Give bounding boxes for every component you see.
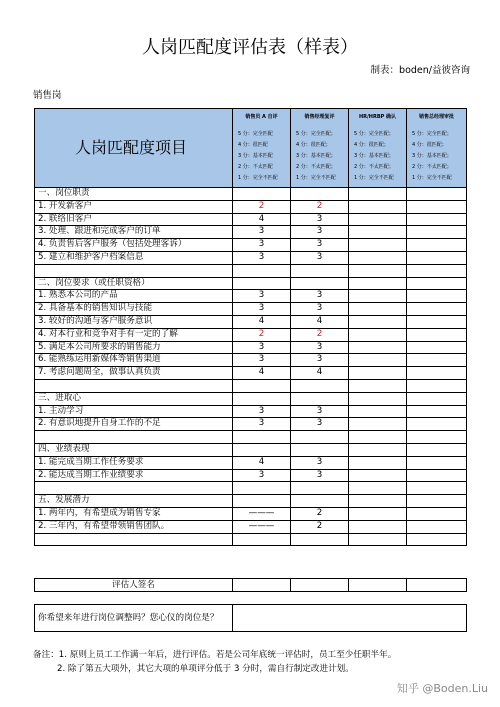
- self-score[interactable]: [233, 443, 291, 456]
- signature-cell[interactable]: [349, 579, 407, 592]
- signature-table: [34, 578, 467, 592]
- row-label: 四、业绩表现: [35, 443, 233, 456]
- row-label: 1. 开发新客户: [35, 200, 233, 213]
- row-label: 2. 有意识地提升自身工作的不足: [35, 418, 233, 431]
- row-label: [35, 264, 233, 277]
- notes: [33, 648, 396, 676]
- row-label: 2. 能达成当期工作业绩要求: [35, 469, 233, 482]
- table-row: [35, 469, 467, 482]
- manager-score[interactable]: 3: [291, 469, 349, 482]
- gm-score[interactable]: [407, 533, 467, 546]
- hr-score[interactable]: [349, 482, 407, 495]
- gm-score[interactable]: [407, 328, 467, 341]
- gm-score[interactable]: [407, 392, 467, 405]
- self-score[interactable]: 3: [233, 418, 291, 431]
- self-score[interactable]: 4: [233, 315, 291, 328]
- self-score[interactable]: 3: [233, 251, 291, 264]
- manager-score[interactable]: 3: [291, 456, 349, 469]
- gm-score[interactable]: [407, 188, 467, 201]
- hr-score[interactable]: [349, 315, 407, 328]
- hr-score[interactable]: [349, 418, 407, 431]
- hr-score[interactable]: [349, 520, 407, 533]
- table-row: [35, 520, 467, 533]
- self-score[interactable]: 2: [233, 200, 291, 213]
- self-score[interactable]: 4: [233, 456, 291, 469]
- blank-row: [35, 533, 467, 546]
- hr-score[interactable]: [349, 213, 407, 226]
- manager-score[interactable]: [291, 482, 349, 495]
- manager-score[interactable]: 3: [291, 290, 349, 303]
- signature-cell[interactable]: [407, 579, 467, 592]
- row-label: 五、发展潜力: [35, 495, 233, 508]
- table-header-row: [35, 109, 467, 188]
- row-label: 3. 处理、跟进和完成客户的订单: [35, 226, 233, 239]
- hr-score[interactable]: [349, 443, 407, 456]
- row-label: 2. 具备基本的销售知识与技能: [35, 303, 233, 316]
- manager-score[interactable]: [291, 533, 349, 546]
- hr-score[interactable]: [349, 277, 407, 290]
- row-label: 一、岗位职责: [35, 188, 233, 201]
- signature-row: [35, 579, 467, 592]
- hr-score[interactable]: [349, 328, 407, 341]
- gm-score[interactable]: [407, 431, 467, 444]
- column-manager-review: 销售经理复评 5 分：完全匹配； 4 分：很匹配； 3 分：基本匹配； 2 分：不太匹配； 1 分：完全不匹配: [291, 109, 349, 188]
- hr-score[interactable]: [349, 379, 407, 392]
- gm-score[interactable]: [407, 277, 467, 290]
- self-score[interactable]: [233, 482, 291, 495]
- table-row: [35, 367, 467, 380]
- row-label: 4. 对本行业和竞争对手有一定的了解: [35, 328, 233, 341]
- manager-score[interactable]: 2: [291, 507, 349, 520]
- hr-score[interactable]: [349, 392, 407, 405]
- row-label: 2. 联络旧客户: [35, 213, 233, 226]
- watermark: 知乎 @Boden.Liu: [396, 682, 488, 695]
- column-hr-confirm: HR/HRBP 确认 5 分：完全匹配； 4 分：很匹配； 3 分：基本匹配； 2 分：不太匹配； 1 分：完全不匹配: [349, 109, 407, 188]
- table-row: [35, 456, 467, 469]
- self-score[interactable]: 3: [233, 354, 291, 367]
- hr-score[interactable]: [349, 431, 407, 444]
- hr-score[interactable]: [349, 456, 407, 469]
- manager-score[interactable]: [291, 264, 349, 277]
- answer-cell[interactable]: [233, 605, 467, 632]
- gm-score[interactable]: [407, 239, 467, 252]
- table-row: [35, 507, 467, 520]
- row-label: 二、岗位要求（或任职资格）: [35, 277, 233, 290]
- question-text: 你希望来年进行岗位调整吗？您心仪的岗位是？: [35, 605, 233, 632]
- table-row: [35, 200, 467, 213]
- blank-row: [35, 379, 467, 392]
- note-line-1: 备注：1. 原则上员工工作满一年后，进行评估。若是公司年底统一评估时，员工至少任职半年。: [33, 650, 397, 660]
- self-score[interactable]: [233, 431, 291, 444]
- hr-score[interactable]: [349, 264, 407, 277]
- hr-score[interactable]: [349, 354, 407, 367]
- self-score[interactable]: [233, 495, 291, 508]
- row-label: 5. 建立和维护客户档案信息: [35, 251, 233, 264]
- manager-score[interactable]: 3: [291, 303, 349, 316]
- hr-score[interactable]: [349, 226, 407, 239]
- column-gm-approval: 销售总经理审批 5 分：完全匹配； 4 分：很匹配； 3 分：基本匹配； 2 分：不太匹配； 1 分：完全不匹配: [407, 109, 467, 188]
- blank-row: [35, 431, 467, 444]
- hr-score[interactable]: [349, 533, 407, 546]
- manager-score[interactable]: 2: [291, 328, 349, 341]
- section-row: [35, 495, 467, 508]
- row-label: 5. 满足本公司所要求的销售能力: [35, 341, 233, 354]
- self-score[interactable]: ———: [233, 520, 291, 533]
- signature-label: 评估人签名: [35, 579, 233, 592]
- self-score[interactable]: ———: [233, 507, 291, 520]
- hr-score[interactable]: [349, 341, 407, 354]
- manager-score[interactable]: 3: [291, 354, 349, 367]
- manager-score[interactable]: 3: [291, 251, 349, 264]
- self-score[interactable]: 4: [233, 213, 291, 226]
- gm-score[interactable]: [407, 367, 467, 380]
- manager-score[interactable]: [291, 495, 349, 508]
- column-self-eval: 销售员 A 自评 5 分：完全匹配 4 分：很匹配 3 分：基本匹配 2 分：不太匹配 1 分：完全不匹配: [233, 109, 291, 188]
- row-label: 1. 熟悉本公司的产品: [35, 290, 233, 303]
- self-score[interactable]: [233, 264, 291, 277]
- gm-score[interactable]: [407, 482, 467, 495]
- manager-score[interactable]: [291, 188, 349, 201]
- self-score[interactable]: 4: [233, 367, 291, 380]
- row-label: 1. 主动学习: [35, 405, 233, 418]
- section-row: [35, 443, 467, 456]
- question-table: [34, 604, 467, 632]
- table-row: [35, 405, 467, 418]
- self-score[interactable]: 3: [233, 469, 291, 482]
- row-label: [35, 533, 233, 546]
- manager-score[interactable]: [291, 443, 349, 456]
- row-label: 三、进取心: [35, 392, 233, 405]
- section-row: [35, 188, 467, 201]
- gm-score[interactable]: [407, 200, 467, 213]
- gm-score[interactable]: [407, 264, 467, 277]
- gm-score[interactable]: [407, 469, 467, 482]
- manager-score[interactable]: 3: [291, 226, 349, 239]
- hr-score[interactable]: [349, 303, 407, 316]
- row-label: 4. 负责售后客户服务（包括处理客诉）: [35, 239, 233, 252]
- hr-score[interactable]: [349, 239, 407, 252]
- gm-score[interactable]: [407, 507, 467, 520]
- gm-score[interactable]: [407, 341, 467, 354]
- note-line-2: 2. 除了第五大项外，其它大项的单项评分低于 3 分时，需自行制定改进计划。: [57, 664, 354, 674]
- row-label: 3. 较好的沟通与客户服务意识: [35, 315, 233, 328]
- manager-score[interactable]: [291, 277, 349, 290]
- maker-credit: 制表：boden/益彼咨询: [370, 65, 470, 76]
- gm-score[interactable]: [407, 379, 467, 392]
- self-score[interactable]: 3: [233, 290, 291, 303]
- manager-score[interactable]: 3: [291, 418, 349, 431]
- self-score[interactable]: 3: [233, 226, 291, 239]
- signature-cell[interactable]: [291, 579, 349, 592]
- row-label: 1. 两年内，有希望成为销售专家: [35, 507, 233, 520]
- manager-score[interactable]: 3: [291, 239, 349, 252]
- gm-score[interactable]: [407, 303, 467, 316]
- self-score[interactable]: [233, 379, 291, 392]
- manager-score[interactable]: 3: [291, 405, 349, 418]
- hr-score[interactable]: [349, 251, 407, 264]
- hr-score[interactable]: [349, 507, 407, 520]
- table-row: [35, 341, 467, 354]
- table-row: [35, 303, 467, 316]
- table-row: [35, 251, 467, 264]
- row-label: 2. 三年内，有希望带领销售团队。: [35, 520, 233, 533]
- hr-score[interactable]: [349, 290, 407, 303]
- question-row: [35, 605, 467, 632]
- self-score[interactable]: [233, 392, 291, 405]
- page-title: 人岗匹配度评估表（样表）: [142, 37, 358, 58]
- gm-score[interactable]: [407, 213, 467, 226]
- row-label: [35, 379, 233, 392]
- table-row: [35, 239, 467, 252]
- manager-score[interactable]: [291, 431, 349, 444]
- manager-score[interactable]: 3: [291, 341, 349, 354]
- table-row: [35, 213, 467, 226]
- self-score[interactable]: 3: [233, 341, 291, 354]
- table-row: [35, 328, 467, 341]
- table-row: [35, 315, 467, 328]
- hr-score[interactable]: [349, 469, 407, 482]
- hr-score[interactable]: [349, 405, 407, 418]
- manager-score[interactable]: 2: [291, 520, 349, 533]
- self-score[interactable]: [233, 277, 291, 290]
- gm-score[interactable]: [407, 251, 467, 264]
- gm-score[interactable]: [407, 405, 467, 418]
- hr-score[interactable]: [349, 495, 407, 508]
- hr-score[interactable]: [349, 200, 407, 213]
- blank-row: [35, 482, 467, 495]
- table-row: [35, 290, 467, 303]
- gm-score[interactable]: [407, 520, 467, 533]
- gm-score[interactable]: [407, 456, 467, 469]
- gm-score[interactable]: [407, 443, 467, 456]
- gm-score[interactable]: [407, 226, 467, 239]
- manager-score[interactable]: [291, 379, 349, 392]
- evaluation-table: [34, 108, 467, 546]
- self-score[interactable]: 3: [233, 405, 291, 418]
- manager-score[interactable]: 3: [291, 213, 349, 226]
- hr-score[interactable]: [349, 188, 407, 201]
- row-label: 6. 能熟练运用新媒体等销售渠道: [35, 354, 233, 367]
- manager-score[interactable]: 4: [291, 367, 349, 380]
- manager-score[interactable]: 4: [291, 315, 349, 328]
- section-row: [35, 277, 467, 290]
- hr-score[interactable]: [349, 367, 407, 380]
- self-score[interactable]: [233, 188, 291, 201]
- row-label: 1. 能完成当期工作任务要求: [35, 456, 233, 469]
- gm-score[interactable]: [407, 290, 467, 303]
- table-row: [35, 226, 467, 239]
- row-label: [35, 482, 233, 495]
- department-label: 销售岗: [33, 90, 62, 101]
- self-score[interactable]: 3: [233, 239, 291, 252]
- gm-score[interactable]: [407, 418, 467, 431]
- blank-row: [35, 264, 467, 277]
- row-label: 7. 考虑问题周全，做事认真负责: [35, 367, 233, 380]
- table-row: [35, 354, 467, 367]
- table-row: [35, 418, 467, 431]
- self-score[interactable]: 3: [233, 303, 291, 316]
- section-row: [35, 392, 467, 405]
- self-score[interactable]: [233, 533, 291, 546]
- item-title-cell: 人岗匹配度项目: [35, 109, 233, 188]
- signature-cell[interactable]: [233, 579, 291, 592]
- gm-score[interactable]: [407, 354, 467, 367]
- row-label: [35, 431, 233, 444]
- manager-score[interactable]: [291, 392, 349, 405]
- gm-score[interactable]: [407, 495, 467, 508]
- gm-score[interactable]: [407, 315, 467, 328]
- manager-score[interactable]: 2: [291, 200, 349, 213]
- self-score[interactable]: 2: [233, 328, 291, 341]
